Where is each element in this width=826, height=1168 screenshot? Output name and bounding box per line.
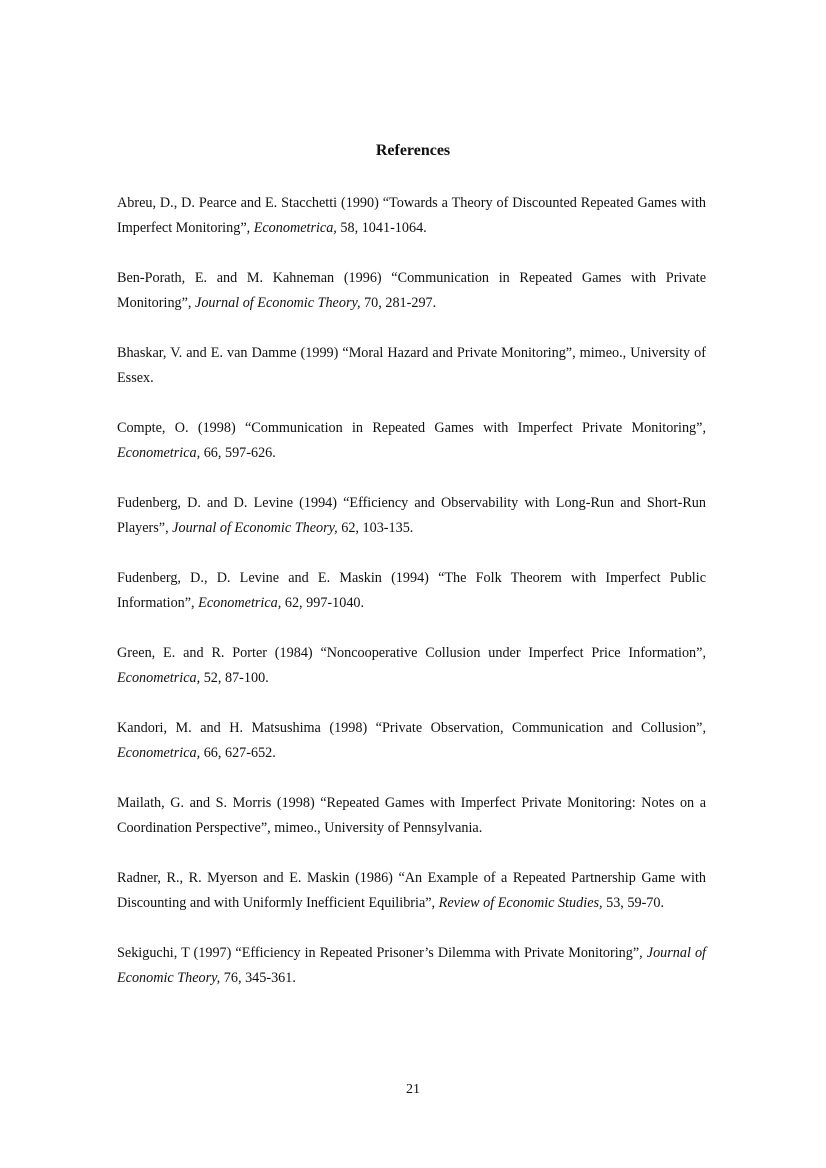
reference-journal: Econometrica, — [117, 445, 201, 461]
reference-authors-title: Ben-Porath, E. and M. Kahneman (1996) “Communication in Repeated Games with Private Monitoring”, — [117, 270, 706, 311]
reference-journal: Econometrica, — [198, 595, 282, 611]
reference-details: 62, 997-1040. — [281, 595, 365, 611]
reference-details: 76, 345-361. — [220, 970, 296, 986]
reference-authors-title: Fudenberg, D., D. Levine and E. Maskin (1994) “The Folk Theorem with Imperfect Public Information”, — [117, 570, 706, 611]
reference-journal: Journal of Economic Theory, — [117, 945, 706, 986]
reference-list — [117, 191, 706, 1016]
reference-journal: Journal of Economic Theory, — [172, 520, 338, 536]
reference-authors-title: Fudenberg, D. and D. Levine (1994) “Efficiency and Observability with Long-Run and Short-Run Players”, — [117, 495, 706, 536]
reference-item — [117, 941, 706, 991]
reference-details: 58, 1041-1064. — [336, 220, 427, 236]
reference-item — [117, 641, 706, 691]
reference-authors-title: Sekiguchi, T (1997) “Efficiency in Repeated Prisoner’s Dilemma with Private Monitoring”, — [117, 945, 647, 961]
reference-authors-title: Green, E. and R. Porter (1984) “Noncooperative Collusion under Imperfect Price Information”, — [117, 645, 706, 661]
reference-authors-title: Abreu, D., D. Pearce and E. Stacchetti (1990) “Towards a Theory of Discounted Repeated Games with Imperfect Monitoring”, — [117, 195, 706, 236]
reference-details: 70, 281-297. — [360, 295, 437, 311]
reference-details: 66, 597-626. — [200, 445, 276, 461]
reference-journal: Econometrica, — [117, 745, 201, 761]
reference-details: 62, 103-135. — [337, 520, 414, 536]
reference-item — [117, 341, 706, 391]
reference-authors-title: Radner, R., R. Myerson and E. Maskin (1986) “An Example of a Repeated Partnership Game with Discounting and with Uniformly Inefficient Equilibria”, — [117, 870, 706, 911]
reference-details: 53, 59-70. — [602, 895, 665, 911]
reference-authors-title: Mailath, G. and S. Morris (1998) “Repeated Games with Imperfect Private Monitoring: Notes on a Coordination Perspective”, mimeo., University of Pennsylvania. — [117, 795, 706, 836]
reference-authors-title: Kandori, M. and H. Matsushima (1998) “Private Observation, Communication and Collusion”, — [117, 720, 706, 736]
reference-item — [117, 716, 706, 766]
reference-item — [117, 491, 706, 541]
reference-authors-title: Compte, O. (1998) “Communication in Repeated Games with Imperfect Private Monitoring”, — [117, 420, 706, 436]
reference-journal: Journal of Economic Theory, — [195, 295, 361, 311]
reference-item — [117, 191, 706, 241]
references-heading: References — [375, 142, 451, 159]
reference-item — [117, 266, 706, 316]
reference-journal: Econometrica, — [253, 220, 337, 236]
page-number: 21 — [406, 1082, 420, 1097]
reference-details: 52, 87-100. — [200, 670, 269, 686]
reference-item — [117, 416, 706, 466]
reference-details: 66, 627-652. — [200, 745, 276, 761]
reference-journal: Econometrica, — [117, 670, 201, 686]
reference-item — [117, 566, 706, 616]
reference-journal: Review of Economic Studies, — [438, 895, 603, 911]
reference-authors-title: Bhaskar, V. and E. van Damme (1999) “Moral Hazard and Private Monitoring”, mimeo., University of Essex. — [117, 345, 706, 386]
reference-item — [117, 866, 706, 916]
reference-item — [117, 791, 706, 841]
